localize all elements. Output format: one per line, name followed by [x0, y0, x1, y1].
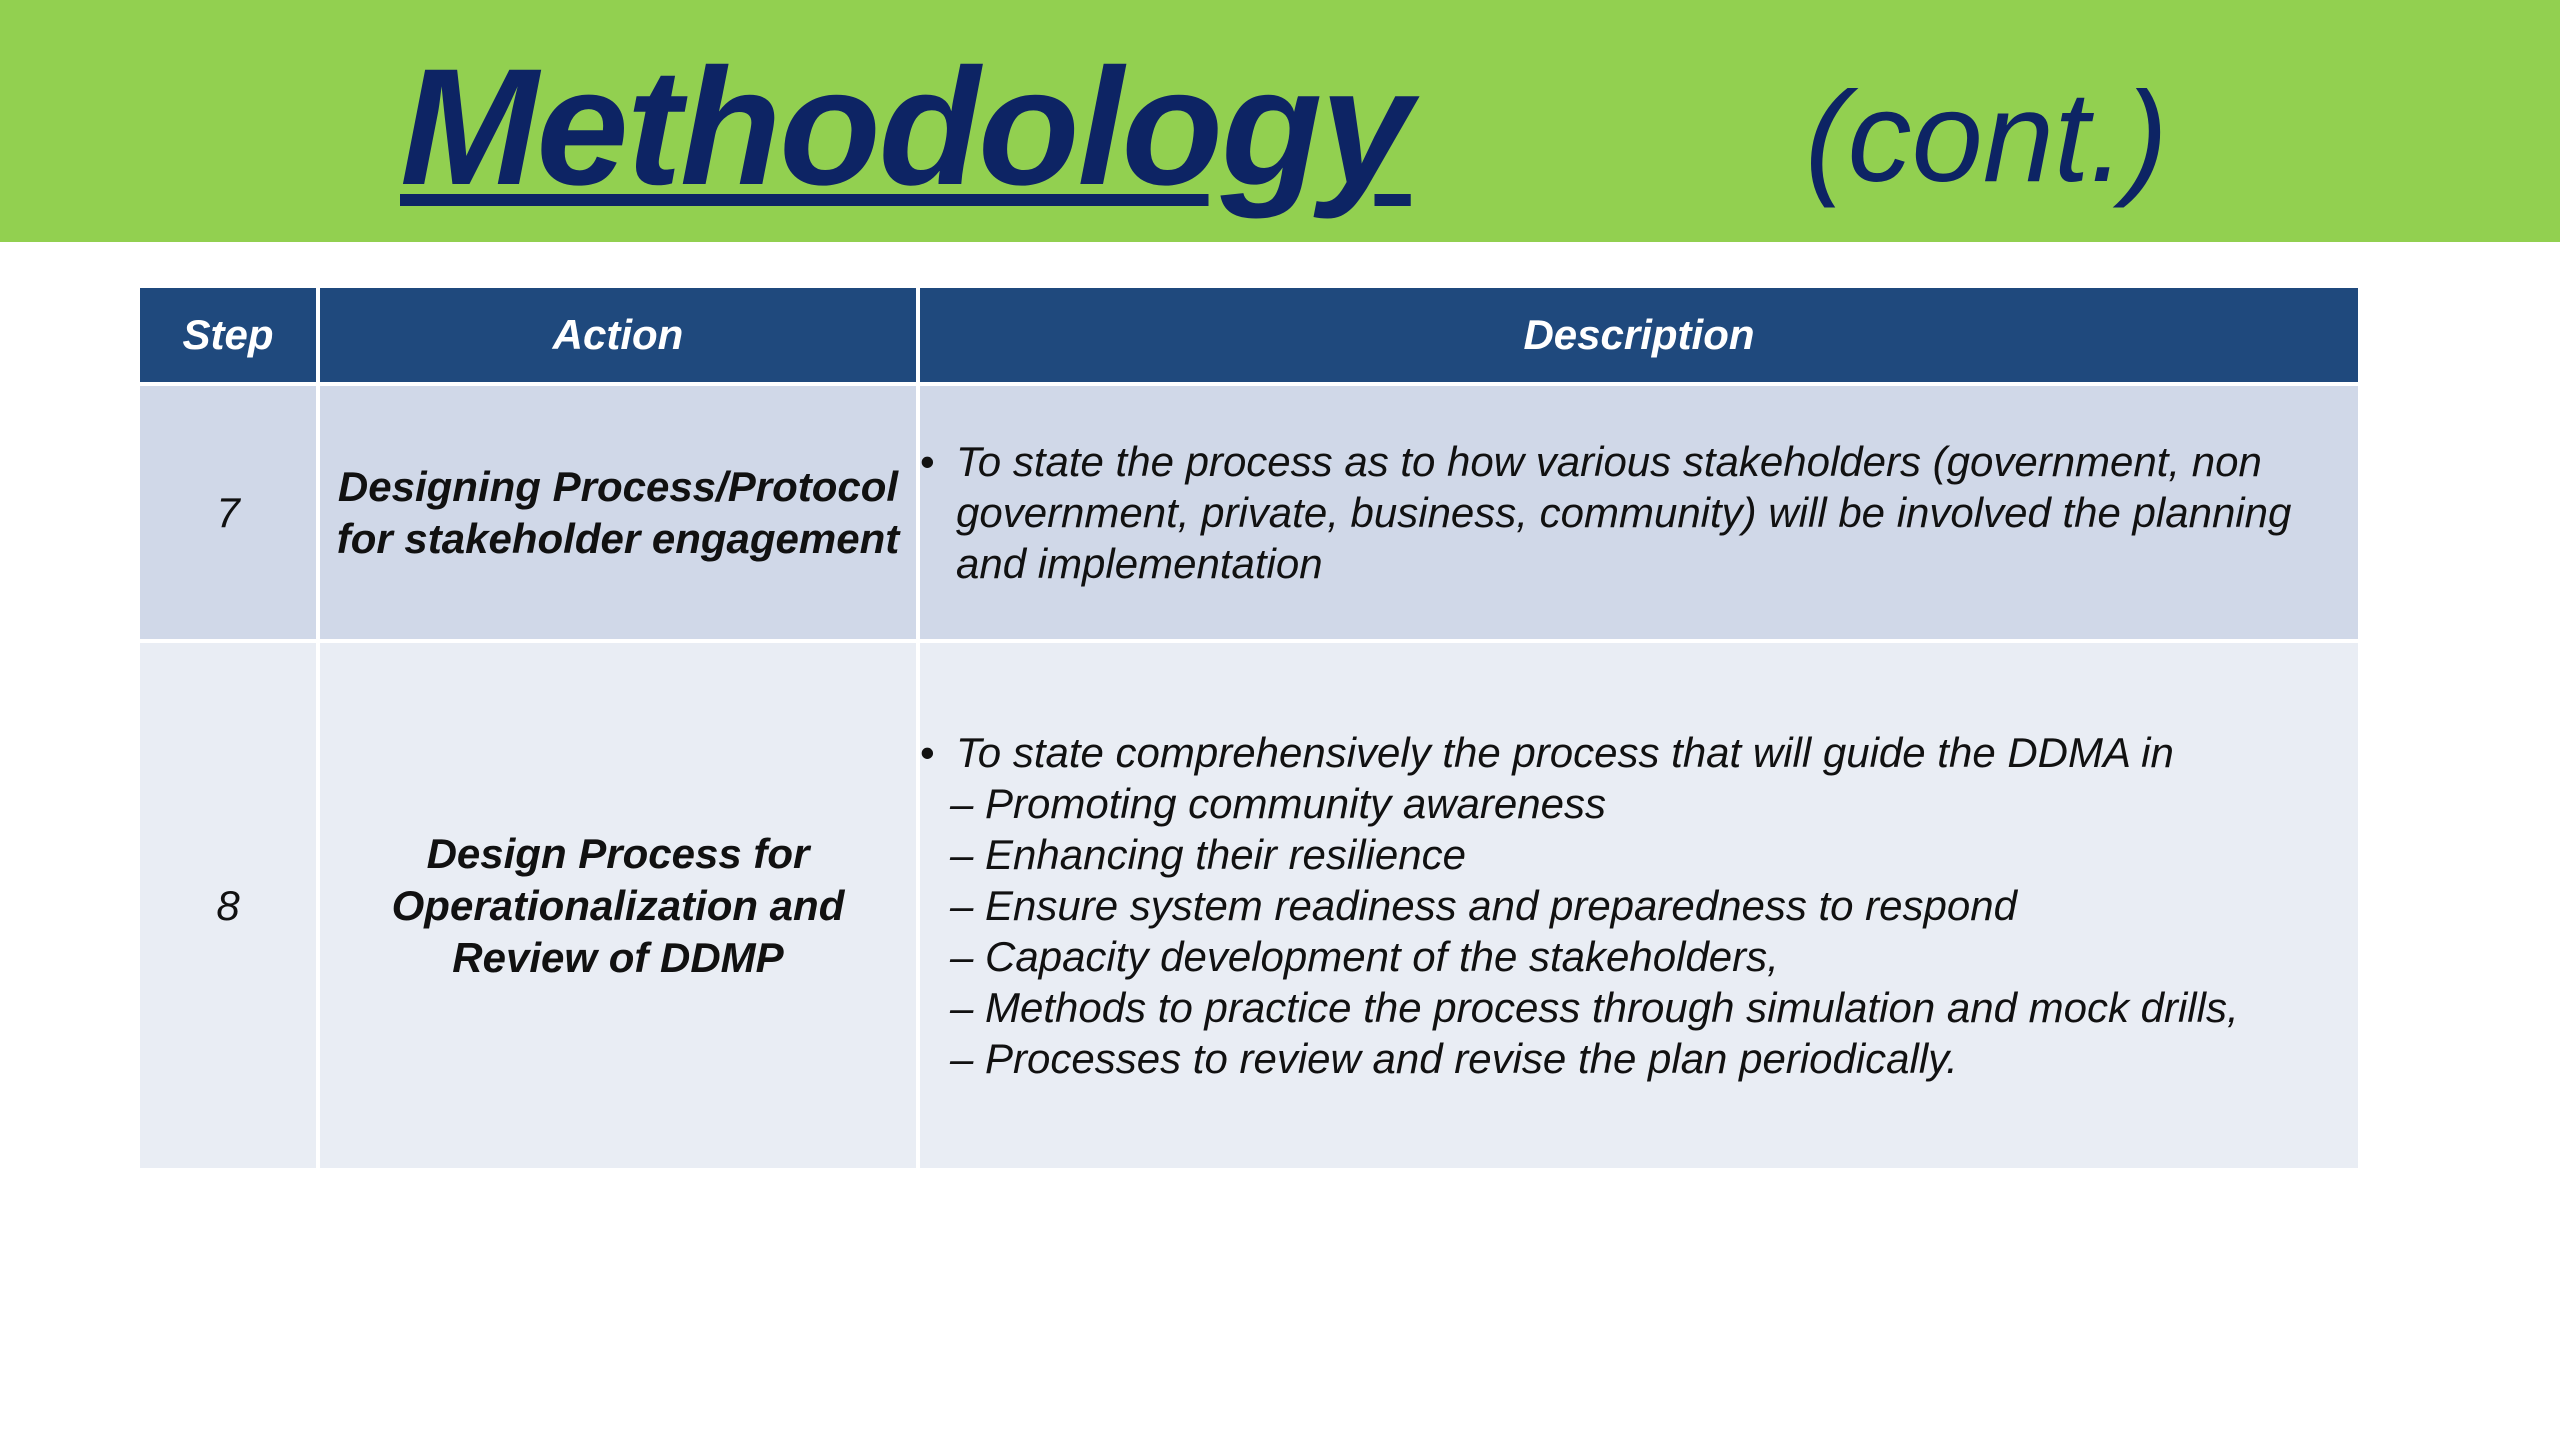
bullet-item [920, 727, 2358, 778]
column-header-description: Description [918, 286, 2360, 384]
sub-item: – Ensure system readiness and preparedness to respond [950, 882, 2017, 929]
column-header-step: Step [138, 286, 318, 384]
column-header-action: Action [318, 286, 918, 384]
sub-item: – Enhancing their resilience [950, 831, 1466, 878]
bullet-text: To state the process as to how various stakeholders (government, non government, private, business, community) will be involved the planning and implementation [956, 438, 2292, 587]
page-title: Methodology [400, 35, 1411, 220]
action-cell: Designing Process/Protocol for stakeholder engagement [318, 384, 918, 641]
page-subtitle: (cont.) [1805, 66, 2168, 209]
action-cell: Design Process for Operationalization and Review of DDMP [318, 641, 918, 1170]
bullet-item [920, 436, 2358, 589]
description-cell [918, 384, 2360, 641]
table-row [138, 641, 2360, 1170]
bullet-icon: • [920, 438, 935, 485]
bullet-text: To state comprehensively the process that will guide the DDMA in [956, 729, 2174, 776]
sub-item: – Capacity development of the stakeholders, [950, 933, 1779, 980]
step-cell: 8 [138, 641, 318, 1170]
description-cell [918, 641, 2360, 1170]
sub-item: – Processes to review and revise the plan periodically. [950, 1035, 1958, 1082]
sub-item-list [920, 778, 2358, 1084]
table-header-row [138, 286, 2360, 384]
sub-item: – Promoting community awareness [950, 780, 1606, 827]
bullet-icon: • [920, 729, 935, 776]
step-cell: 7 [138, 384, 318, 641]
title-banner [0, 0, 2560, 242]
methodology-table [136, 284, 2362, 1172]
sub-item: – Methods to practice the process through simulation and mock drills, [950, 984, 2239, 1031]
table-row [138, 384, 2360, 641]
